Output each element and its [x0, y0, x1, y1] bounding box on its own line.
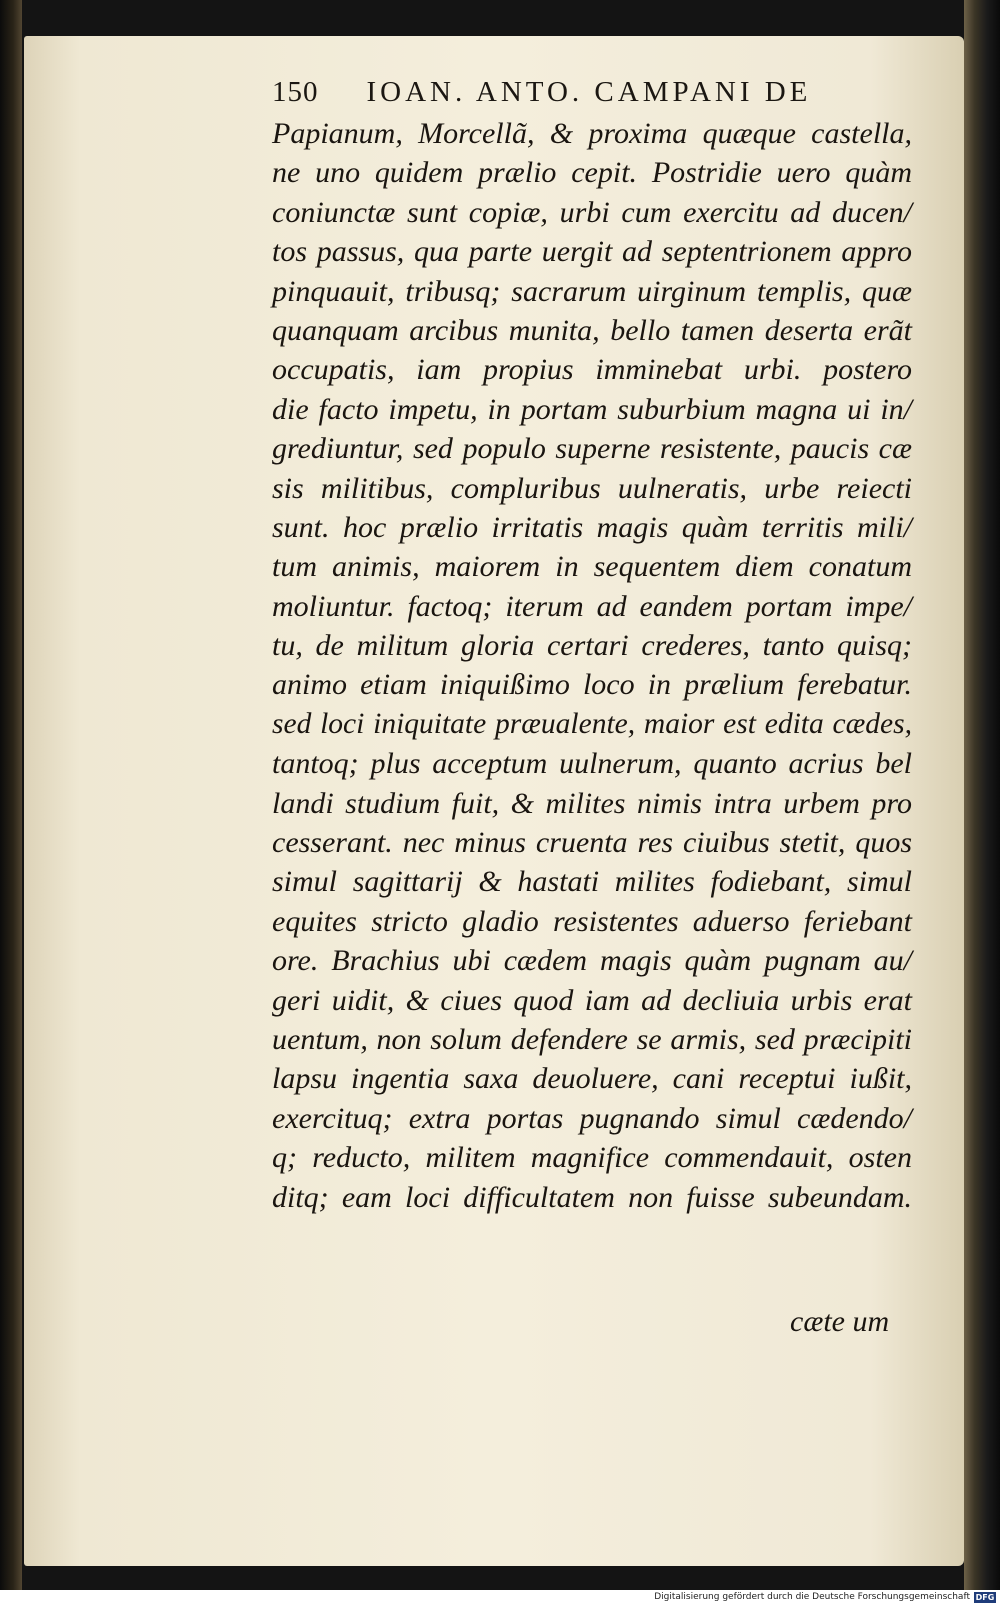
text-line: die facto impetu, in portam suburbium magna ui in/ [272, 392, 912, 426]
catchword: cæte um [790, 1305, 890, 1338]
book-edge-right [964, 0, 1000, 1590]
text-line: landi studium fuit, & milites nimis intra urbem pro [272, 786, 912, 820]
text-line: tum animis, maiorem in sequentem diem conatum [272, 550, 912, 584]
text-line: equites stricto gladio resistentes aduerso feriebant [272, 904, 912, 938]
footer-bar [0, 1590, 1000, 1605]
text-line: sed loci iniquitate præualente, maior est edita cædes, [272, 707, 912, 740]
text-line: ditq; eam loci difficultatem non fuisse subeundam. [272, 1180, 912, 1214]
text-line: q; reducto, militem magnifice commendauit, osten [272, 1141, 912, 1175]
text-line: grediuntur, sed populo superne resistente, paucis cæ [272, 432, 912, 466]
text-line: occupatis, iam propius imminebat urbi. postero [272, 353, 912, 387]
text-line: uentum, non solum defendere se armis, sed præcipiti [272, 1022, 912, 1056]
text-line: sunt. hoc prælio irritatis magis quàm territis mili/ [272, 510, 912, 544]
text-line: moliuntur. factoq; iterum ad eandem portam impe/ [272, 589, 912, 623]
text-line: sis militibus, compluribus uulneratis, urbe reiecti [272, 471, 912, 505]
text-line: pinquauit, tribusq; sacrarum uirginum templis, quæ [272, 274, 912, 308]
text-line: simul sagittarij & hastati milites fodiebant, simul [272, 865, 912, 899]
book-edge-left [0, 0, 22, 1590]
text-line: geri uidit, & ciues quod iam ad decliuia urbis erat [272, 983, 912, 1017]
dfg-logo: DFG [975, 1593, 995, 1602]
text-line: ne uno quidem prælio cepit. Postridie uero quàm [272, 156, 912, 190]
text-line: tantoq; plus acceptum uulnerum, quanto acrius bel [272, 747, 912, 781]
running-title: IOAN. ANTO. CAMPANI DE [366, 75, 812, 108]
body-text [272, 114, 912, 1217]
text-line: quanquam arcibus munita, bello tamen deserta erãt [272, 313, 912, 347]
running-header [272, 72, 872, 112]
text-line: lapsu ingentia saxa deuoluere, cani receptui iußit, [272, 1062, 912, 1096]
text-line: exercituq; extra portas pugnando simul cædendo/ [272, 1101, 912, 1135]
text-line: cesserant. nec minus cruenta res ciuibus stetit, quos [272, 826, 912, 860]
text-line: coniunctæ sunt copiæ, urbi cum exercitu ad ducen/ [272, 195, 912, 229]
text-line: tos passus, qua parte uergit ad septentrionem appro [272, 235, 912, 269]
text-line: Papianum, Morcellã, & proxima quæque castella, [272, 117, 912, 150]
text-line: ore. Brachius ubi cædem magis quàm pugnam au/ [272, 944, 912, 978]
text-line: animo etiam iniquißimo loco in prælium ferebatur. [272, 668, 912, 702]
text-line: tu, de militum gloria certari crederes, tanto quisq; [272, 629, 912, 663]
page-number: 150 [272, 75, 319, 108]
digitization-credit: Digitalisierung gefördert durch die Deutsche Forschungsgemeinschaft [654, 1592, 970, 1602]
